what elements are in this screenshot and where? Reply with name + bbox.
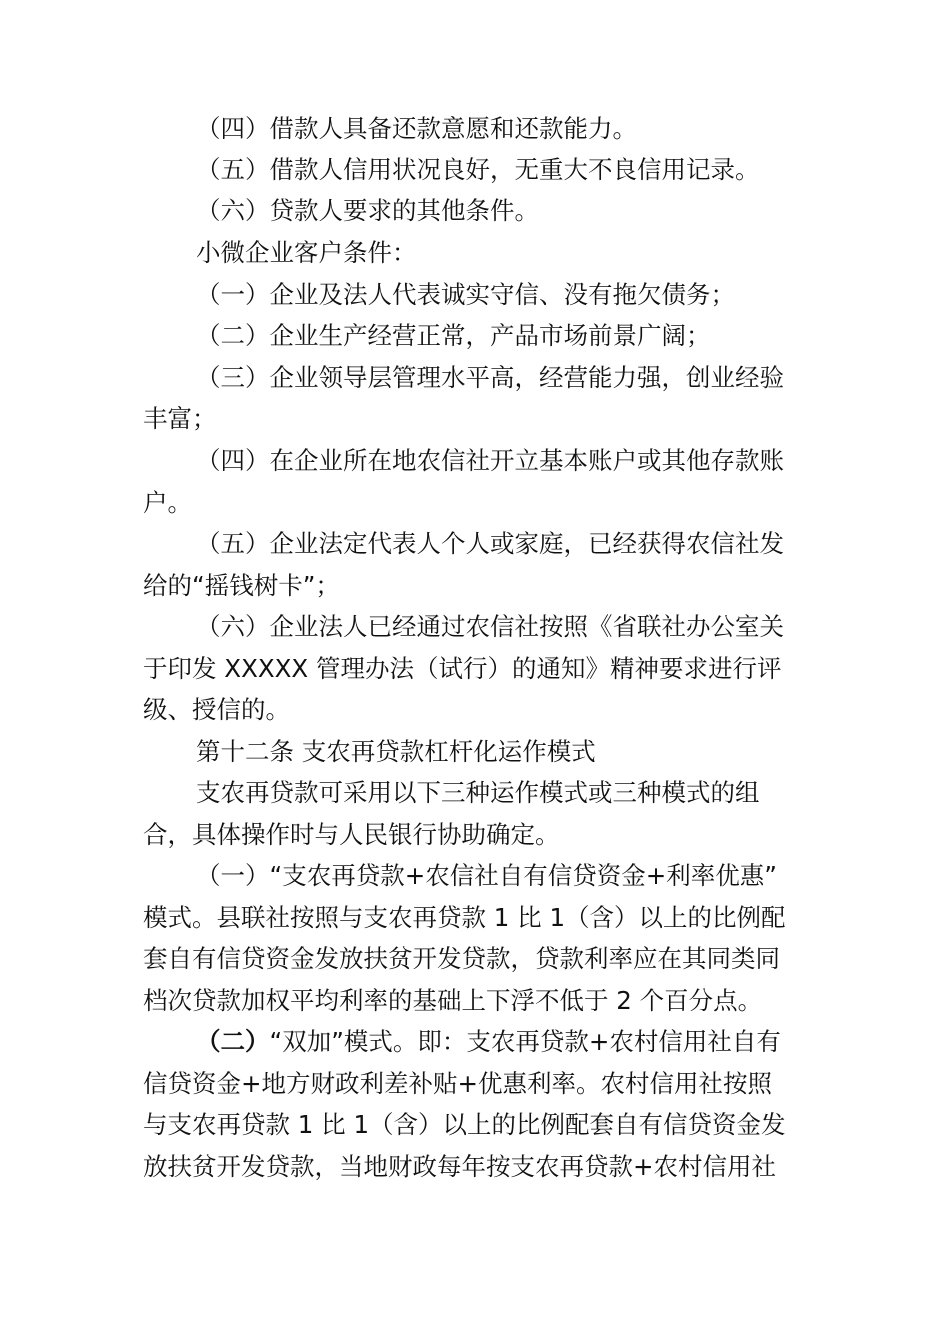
- article-heading: 第十二条 支农再贷款杠杆化运作模式: [196, 737, 596, 766]
- paragraph-line: （四）借款人具备还款意愿和还款能力。: [196, 114, 637, 143]
- paragraph-line: （五）企业法定代表人个人或家庭，已经获得农信社发: [196, 529, 784, 558]
- item-text: “双加”模式。即：支农再贷款+农村信用社自有: [269, 1027, 781, 1056]
- paragraph-line: 模式。县联社按照与支农再贷款 1 比 1（含）以上的比例配: [143, 903, 786, 932]
- paragraph-line: 给的“摇钱树卡”；: [143, 571, 340, 600]
- paragraph-line: 丰富；: [143, 404, 217, 433]
- paragraph-line: 信贷资金+地方财政利差补贴+优惠利率。农村信用社按照: [143, 1069, 773, 1098]
- paragraph-line: 支农再贷款可采用以下三种运作模式或三种模式的组: [196, 778, 760, 807]
- section-heading: 小微企业客户条件：: [196, 238, 417, 267]
- paragraph-line: （三）企业领导层管理水平高，经营能力强，创业经验: [196, 363, 784, 392]
- item-number-bold: （二）: [196, 1027, 270, 1056]
- paragraph-line: （六）贷款人要求的其他条件。: [196, 196, 539, 225]
- paragraph-line: 放扶贫开发贷款，当地财政每年按支农再贷款+农村信用社: [143, 1152, 777, 1181]
- paragraph-line: 档次贷款加权平均利率的基础上下浮不低于 2 个百分点。: [143, 986, 763, 1015]
- paragraph-line: 套自有信贷资金发放扶贫开发贷款，贷款利率应在其同类同: [143, 944, 780, 973]
- paragraph-line: 级、授信的。: [143, 695, 290, 724]
- paragraph-line: （六）企业法人已经通过农信社按照《省联社办公室关: [196, 612, 784, 641]
- paragraph-line: （一）企业及法人代表诚实守信、没有拖欠债务；: [196, 280, 735, 309]
- paragraph-line: （五）借款人信用状况良好，无重大不良信用记录。: [196, 155, 760, 184]
- paragraph-line: 合，具体操作时与人民银行协助确定。: [143, 820, 560, 849]
- paragraph-line: 于印发 XXXXX 管理办法（试行）的通知》精神要求进行评: [143, 654, 782, 683]
- paragraph-line: 户。: [143, 488, 192, 517]
- paragraph-line: （二）企业生产经营正常，产品市场前景广阔；: [196, 321, 711, 350]
- paragraph-line: 与支农再贷款 1 比 1（含）以上的比例配套自有信贷资金发: [143, 1110, 786, 1139]
- paragraph-line: （一）“支农再贷款+农信社自有信贷资金+利率优惠”: [196, 861, 777, 890]
- paragraph-line: [196, 1027, 781, 1057]
- paragraph-line: （四）在企业所在地农信社开立基本账户或其他存款账: [196, 446, 784, 475]
